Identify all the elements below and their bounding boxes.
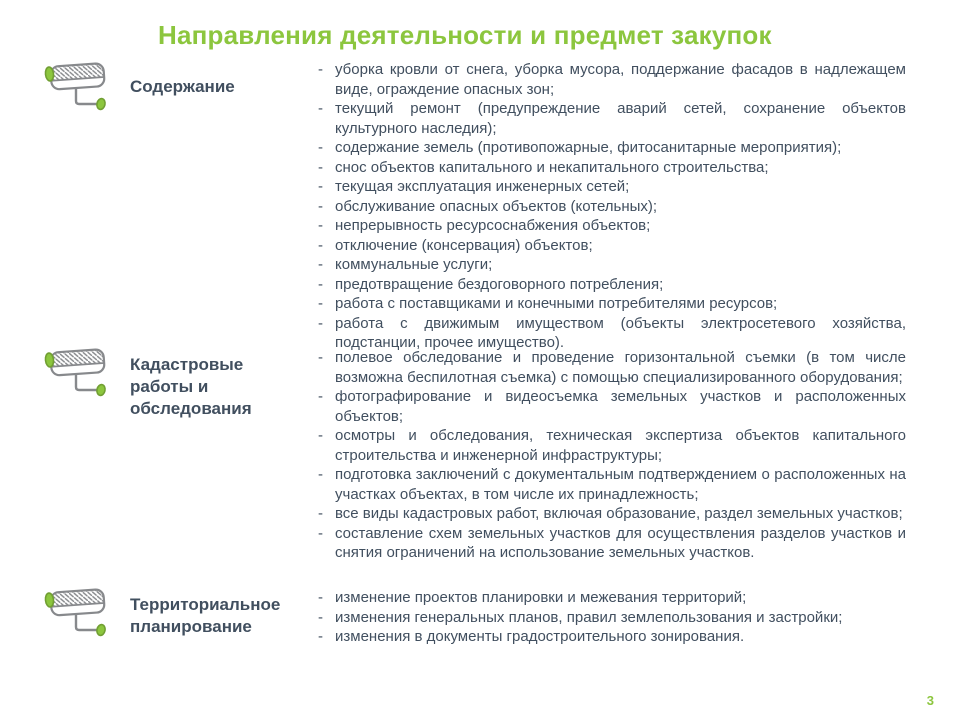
- bullet-item: - содержание земель (противопожарные, фитосанитарные мероприятия);: [312, 138, 906, 158]
- bullet-item: - осмотры и обследования, техническая экспертиза объектов капитального строительства и инженерной инфраструктуры;: [312, 426, 906, 465]
- section-label-territorial: Территориальное планирование: [130, 595, 281, 636]
- paint-roller-icon: [42, 588, 112, 642]
- page-title: Направления деятельности и предмет закупок: [158, 20, 772, 50]
- bullet-item: - отключение (консервация) объектов;: [312, 236, 906, 256]
- bullet-item: - изменение проектов планировки и межевания территорий;: [312, 588, 906, 608]
- bullet-list-cadastral: [312, 348, 906, 563]
- bullet-item: - предотвращение бездоговорного потребления;: [312, 275, 906, 295]
- section-label-cadastral: Кадастровые работы и обследования: [130, 355, 252, 418]
- bullet-item: - обслуживание опасных объектов (котельных);: [312, 197, 906, 217]
- bullet-item: - работа с движимым имуществом (объекты электросетевого хозяйства, подстанции, прочее имущество).: [312, 314, 906, 353]
- bullet-item: - текущая эксплуатация инженерных сетей;: [312, 177, 906, 197]
- paint-roller-icon: [42, 62, 112, 116]
- section-label-maintenance: Содержание: [130, 77, 235, 96]
- bullet-item: - изменения в документы градостроительного зонирования.: [312, 627, 906, 647]
- bullet-list-territorial: [312, 588, 906, 647]
- bullet-item: - коммунальные услуги;: [312, 255, 906, 275]
- paint-roller-icon: [42, 348, 112, 402]
- bullet-item: - текущий ремонт (предупреждение аварий сетей, сохранение объектов культурного наследия);: [312, 99, 906, 138]
- bullet-item: - полевое обследование и проведение горизонтальной съемки (в том числе возможна беспилотная съемка) с помощью специализированного оборудования;: [312, 348, 906, 387]
- bullet-item: - изменения генеральных планов, правил землепользования и застройки;: [312, 608, 906, 628]
- bullet-item: - уборка кровли от снега, уборка мусора, поддержание фасадов в надлежащем виде, ограждение опасных зон;: [312, 60, 906, 99]
- bullet-item: - работа с поставщиками и конечными потребителями ресурсов;: [312, 294, 906, 314]
- bullet-item: - непрерывность ресурсоснабжения объектов;: [312, 216, 906, 236]
- bullet-item: - все виды кадастровых работ, включая образование, раздел земельных участков;: [312, 504, 906, 524]
- bullet-list-maintenance: [312, 60, 906, 353]
- bullet-item: - снос объектов капитального и некапитального строительства;: [312, 158, 906, 178]
- page-number: 3: [926, 693, 934, 708]
- bullet-item: - подготовка заключений с документальным подтверждением о расположенных на участках объектах, в том числе их принадлежность;: [312, 465, 906, 504]
- bullet-item: - фотографирование и видеосъемка земельных участков и расположенных объектов;: [312, 387, 906, 426]
- bullet-item: - составление схем земельных участков для осуществления разделов участков и снятия ограничений на использование земельных участков.: [312, 524, 906, 563]
